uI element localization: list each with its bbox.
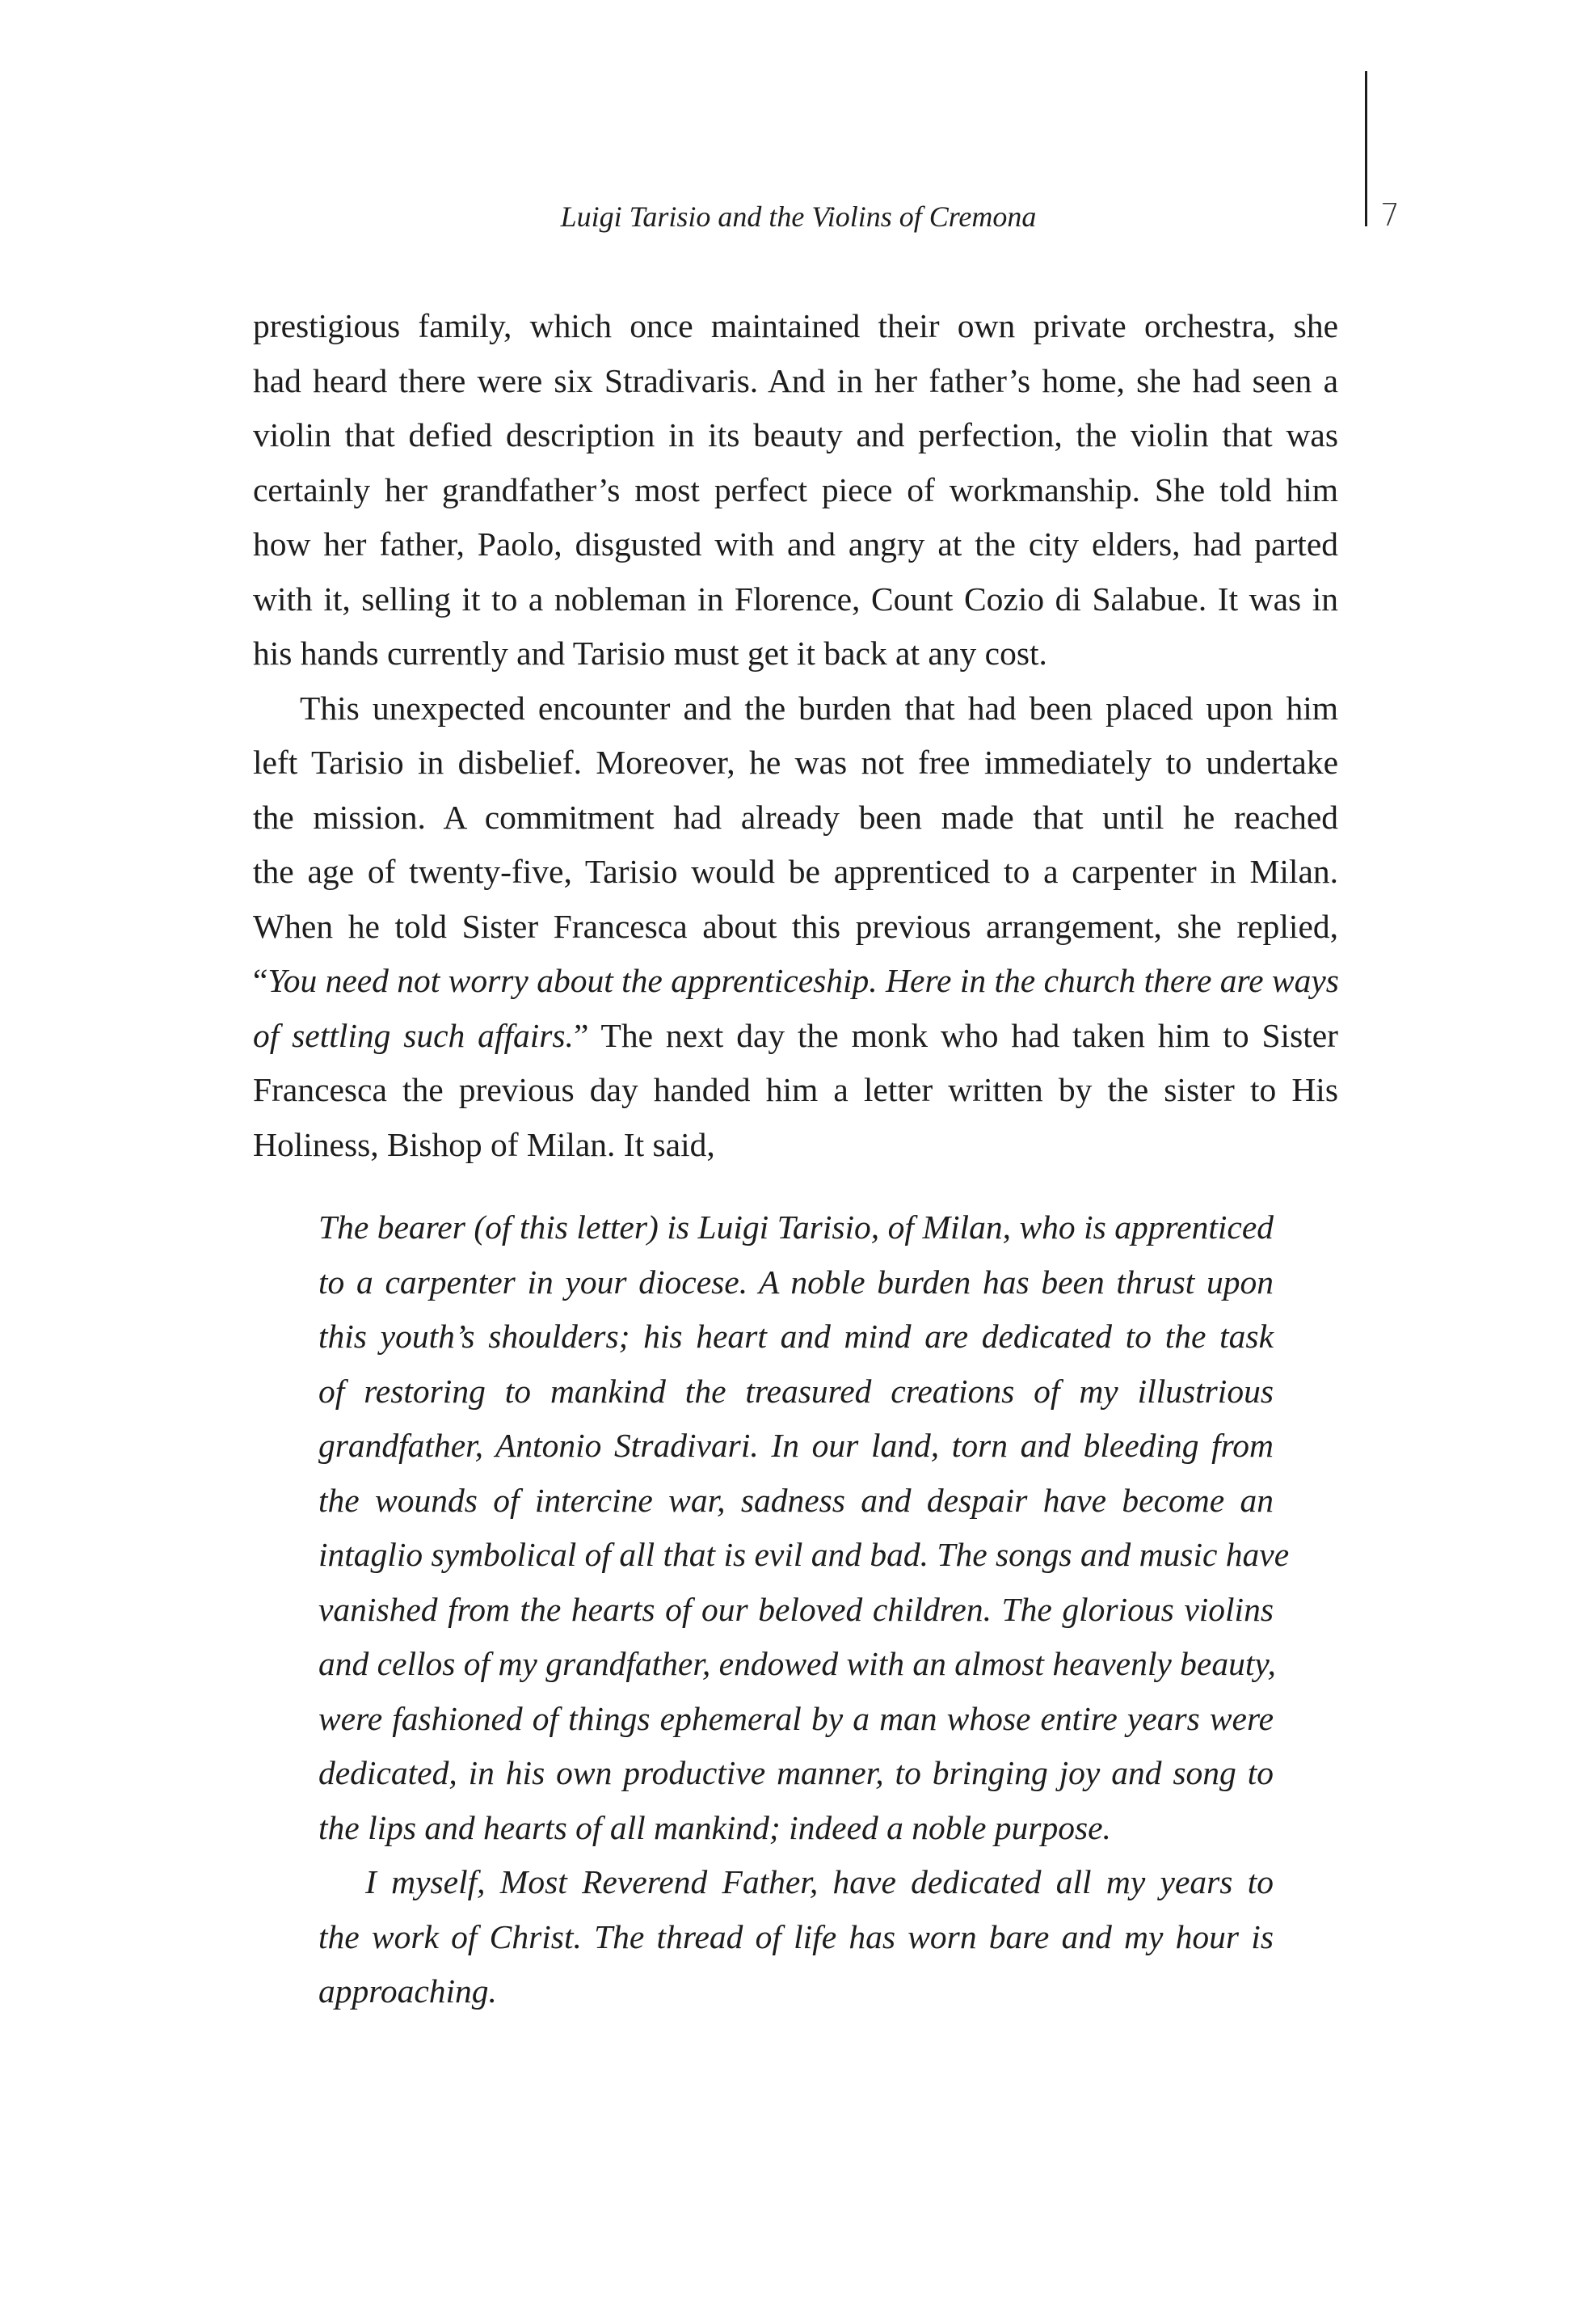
text-line-quoted — [253, 1009, 1338, 1064]
text-line: certainly her grandfather’s most perfect piece of workmanship. She told him — [253, 470, 1338, 508]
text-line: prestigious family, which once maintained their own private orchestra, she — [253, 307, 1338, 344]
letter-line: and cellos of my grandfather, endowed with an almost heavenly beauty, — [318, 1645, 1276, 1682]
letter-blockquote — [318, 1200, 1290, 2019]
text-line: This unexpected encounter and the burden that had been placed upon him — [300, 689, 1338, 727]
text-line: his hands currently and Tarisio must get it back at any cost. — [253, 635, 1047, 672]
text-line: left Tarisio in disbelief. Moreover, he was not free immediately to undertake — [253, 744, 1338, 781]
letter-line: intaglio symbolical of all that is evil and bad. The songs and music have — [318, 1536, 1290, 1573]
text-line: with it, selling it to a nobleman in Florence, Count Cozio di Salabue. It was in — [253, 580, 1338, 618]
letter-line: the lips and hearts of all mankind; indeed a noble purpose. — [318, 1808, 1111, 1846]
open-quote: “ — [253, 962, 268, 999]
letter-line: dedicated, in his own productive manner, to bringing joy and song to — [318, 1754, 1274, 1791]
quoted-speech: of settling such affairs. — [253, 1016, 574, 1054]
letter-line: approaching. — [318, 1972, 497, 2010]
text-line: the mission. A commitment had already been made that until he reached — [253, 798, 1338, 836]
letter-line: the wounds of intercine war, sadness and despair have become an — [318, 1481, 1274, 1519]
letter-line: were fashioned of things ephemeral by a man whose entire years were — [318, 1699, 1274, 1737]
letter-line: I myself, Most Reverend Father, have dedicated all my years to — [365, 1863, 1274, 1900]
letter-line: to a carpenter in your diocese. A noble burden has been thrust upon — [318, 1263, 1274, 1301]
letter-paragraph-1 — [318, 1200, 1290, 1855]
letter-line: the work of Christ. The thread of life has worn bare and my hour is — [318, 1917, 1274, 1955]
text-line: When he told Sister Francesca about this previous arrangement, she replied, — [253, 907, 1338, 945]
body-paragraph-1 — [253, 299, 1338, 681]
text-fragment: The next day the monk who had taken him to Sister — [588, 1016, 1338, 1054]
letter-paragraph-2 — [318, 1855, 1274, 2019]
text-line: had heard there were six Stradivaris. And in her father’s home, she had seen a — [253, 361, 1338, 399]
body-paragraph-2 — [253, 681, 1338, 1173]
body-text — [253, 299, 1338, 1172]
text-line: Francesca the previous day handed him a letter written by the sister to His — [253, 1071, 1338, 1108]
letter-line: of restoring to mankind the treasured creations of my illustrious — [318, 1372, 1274, 1410]
close-quote: ” — [573, 1016, 589, 1054]
text-line-quoted — [253, 954, 1338, 1009]
letter-line: grandfather, Antonio Stradivari. In our land, torn and bleeding from — [318, 1427, 1274, 1464]
text-line: Holiness, Bishop of Milan. It said, — [253, 1125, 715, 1163]
header-vertical-rule — [1365, 71, 1367, 226]
running-head-title: Luigi Tarisio and the Violins of Cremona — [560, 200, 1037, 233]
letter-line: this youth’s shoulders; his heart and mind are dedicated to the task — [318, 1318, 1274, 1355]
letter-line: vanished from the hearts of our beloved children. The glorious violins — [318, 1590, 1274, 1628]
quoted-speech: You need not worry about the apprenticeship. Here in the church there are ways — [267, 962, 1339, 999]
text-line: how her father, Paolo, disgusted with and angry at the city elders, had parted — [253, 525, 1338, 563]
page-number: 7 — [1380, 197, 1400, 233]
letter-line: The bearer (of this letter) is Luigi Tarisio, of Milan, who is apprenticed — [318, 1208, 1274, 1246]
text-line: the age of twenty-five, Tarisio would be apprenticed to a carpenter in Milan. — [253, 853, 1338, 890]
text-line: violin that defied description in its beauty and perfection, the violin that was — [253, 416, 1338, 453]
